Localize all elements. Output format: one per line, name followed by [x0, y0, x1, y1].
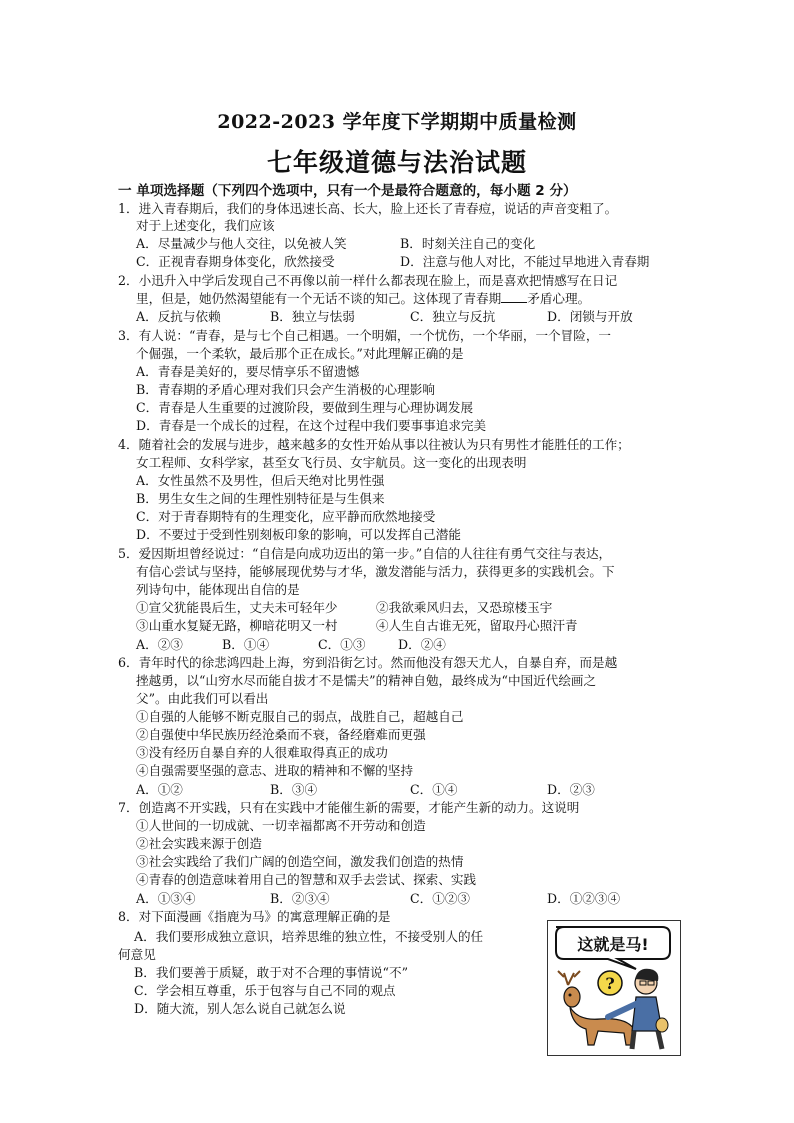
question-7-statement-1: ①人世间的一切成就、一切幸福都离不开劳动和创造	[136, 818, 426, 833]
question-1-option-b: B．时刻关注自己的变化	[400, 236, 536, 251]
question-6-stem-cont: 挫越勇，以“山穷水尽而能自拔才不是懦夫”的精神自勉，最终成为“中国近代绘画之	[136, 673, 597, 688]
question-3-option-b: B．青春期的矛盾心理对我们只会产生消极的心理影响	[136, 382, 435, 397]
question-5-option-c: C．①③	[318, 637, 366, 652]
question-2-option-b: B．独立与怯弱	[270, 309, 355, 324]
question-4-option-d: D．不要过于受到性别刻板印象的影响，可以发挥自己潜能	[136, 527, 461, 542]
question-mark-icon: ?	[605, 974, 615, 993]
question-5-option-d: D．②④	[398, 637, 446, 652]
question-1-option-a: A．尽量减少与他人交往，以免被人笑	[136, 236, 347, 251]
question-5-option-a: A．②③	[136, 637, 183, 652]
question-6-option-b: B．③④	[270, 782, 318, 797]
question-7-option-a: A．①③④	[136, 891, 196, 906]
question-2-stem-cont	[136, 290, 590, 307]
question-8-option-c: C．学会相互尊重，乐于包容与自己不同的观点	[134, 983, 396, 998]
question-3-option-d: D．青春是一个成长的过程，在这个过程中我们要事事追求完美	[136, 418, 487, 433]
question-8-stem: 8．对下面漫画《指鹿为马》的寓意理解正确的是	[118, 909, 391, 924]
question-6-statement-4: ④自强需要坚强的意志、进取的精神和不懈的坚持	[136, 763, 414, 778]
question-1-stem-cont: 对于上述变化，我们应该	[136, 218, 275, 233]
question-6-stem: 6．青年时代的徐悲鸿四赴上海，穷到沿街乞讨。然而他没有怨天尤人，自暴自弃，而是越	[118, 655, 618, 670]
question-4-option-c: C．对于青春期特有的生理变化，应平静而欣然地接受	[136, 509, 436, 524]
question-4-option-b: B．男生女生之间的生理性别特征是与生俱来	[136, 491, 385, 506]
question-8-option-d: D．随大流，别人怎么说自己就怎么说	[134, 1001, 346, 1016]
question-5-statement-3: ③山重水复疑无路，柳暗花明又一村	[136, 618, 338, 633]
question-6-statement-3: ③没有经历自暴自弃的人很难取得真正的成功	[136, 745, 388, 760]
question-5-stem-cont2: 列诗句中，能体现出自信的是	[136, 582, 300, 597]
question-6-option-a: A．①②	[136, 782, 183, 797]
question-7-statement-4: ④青春的创造意味着用自己的智慧和双手去尝试、探索、实践	[136, 872, 477, 887]
question-5-option-b: B．①④	[222, 637, 270, 652]
cartoon-caption: 这就是马!	[577, 935, 649, 954]
question-7-stem: 7．创造离不开实践，只有在实践中才能催生新的需要，才能产生新的动力。这说明	[118, 800, 580, 815]
question-5-statement-4: ④人生自古谁无死，留取丹心照汗青	[376, 618, 578, 633]
question-8-option-a: A．我们要形成独立意识，培养思维的独立性，不接受别人的任	[134, 929, 484, 944]
question-1-option-c: C．正视青春期身体变化，欣然接受	[136, 254, 335, 269]
question-3-stem-cont: 个倔强，一个柔软，最后那个正在成长。”对此理解正确的是	[136, 346, 464, 361]
cartoon-drawing	[548, 921, 680, 1055]
question-7-option-c: C．①②③	[410, 891, 471, 906]
question-7-option-d: D．①②③④	[547, 891, 621, 906]
question-2-stem-part1: 里，但是，她仍然渴望能有一个无话不谈的知己。这体现了青春期	[136, 291, 502, 306]
exam-term-title: 2022-2023 学年度下学期期中质量检测	[217, 111, 577, 133]
question-6-option-c: C．①④	[410, 782, 458, 797]
question-5-statement-2: ②我欲乘风归去，又恐琼楼玉宇	[376, 600, 553, 615]
cartoon-illustration	[547, 920, 681, 1056]
question-4-stem-cont: 女工程师、女科学家，甚至女飞行员、女宇航员。这一变化的出现表明	[136, 455, 527, 470]
question-4-stem: 4．随着社会的发展与进步，越来越多的女性开始从事以往被认为只有男性才能胜任的工作；	[118, 437, 630, 452]
question-8-option-b: B．我们要善于质疑，敢于对不合理的事情说“不”	[134, 965, 409, 980]
question-2-stem-part2: 矛盾心理。	[527, 291, 591, 306]
question-2-stem: 2．小迅升入中学后发现自己不再像以前一样什么都表现在脸上，而是喜欢把情感写在日记	[118, 273, 618, 288]
question-5-stem: 5．爱因斯坦曾经说过：“自信是向成功迈出的第一步。”自信的人往往有勇气交往与表达，	[118, 546, 612, 561]
section-heading: 一 单项选择题（下列四个选项中，只有一个是最符合题意的，每小题 2 分）	[118, 183, 577, 199]
question-6-statement-2: ②自强使中华民族历经沧桑而不衰，备经磨难而更强	[136, 727, 426, 742]
question-1-stem: 1．进入青春期后，我们的身体迅速长高、长大，脸上还长了青春痘，说话的声音变粗了。	[118, 201, 618, 216]
question-3-stem: 3．有人说：“青春，是与七个自己相遇。一个明媚，一个忧伤，一个华丽，一个冒险，一	[118, 328, 612, 343]
question-5-stem-cont: 有信心尝试与坚持，能够展现优势与才华，激发潜能与活力，获得更多的实践机会。下	[136, 564, 615, 579]
question-3-option-a: A．青春是美好的，要尽情享乐不留遗憾	[136, 364, 360, 379]
question-3-option-c: C．青春是人生重要的过渡阶段，要做到生理与心理协调发展	[136, 400, 474, 415]
question-4-option-a: A．女性虽然不及男性，但后天绝对比男性强	[136, 473, 385, 488]
question-8-option-a-cont: 何意见	[118, 947, 156, 962]
question-1-option-d: D．注意与他人对比，不能过早地进入青春期	[400, 254, 650, 269]
question-7-statement-2: ②社会实践来源于创造	[136, 836, 262, 851]
question-5-statement-1: ①宣父犹能畏后生，丈夫未可轻年少	[136, 600, 338, 615]
question-7-option-b: B．②③④	[270, 891, 330, 906]
question-6-stem-cont2: 父”。由此我们可以看出	[136, 691, 269, 706]
question-2-option-a: A．反抗与依赖	[136, 309, 221, 324]
question-7-statement-3: ③社会实践给了我们广阔的创造空间，激发我们创造的热情	[136, 854, 464, 869]
answer-blank	[501, 290, 527, 303]
question-2-option-d: D．闭锁与开放	[547, 309, 633, 324]
exam-subject-title: 七年级道德与法治试题	[266, 148, 527, 177]
question-6-option-d: D．②③	[547, 782, 595, 797]
question-2-option-c: C．独立与反抗	[410, 309, 496, 324]
question-6-statement-1: ①自强的人能够不断克服自己的弱点，战胜自己，超越自己	[136, 709, 464, 724]
